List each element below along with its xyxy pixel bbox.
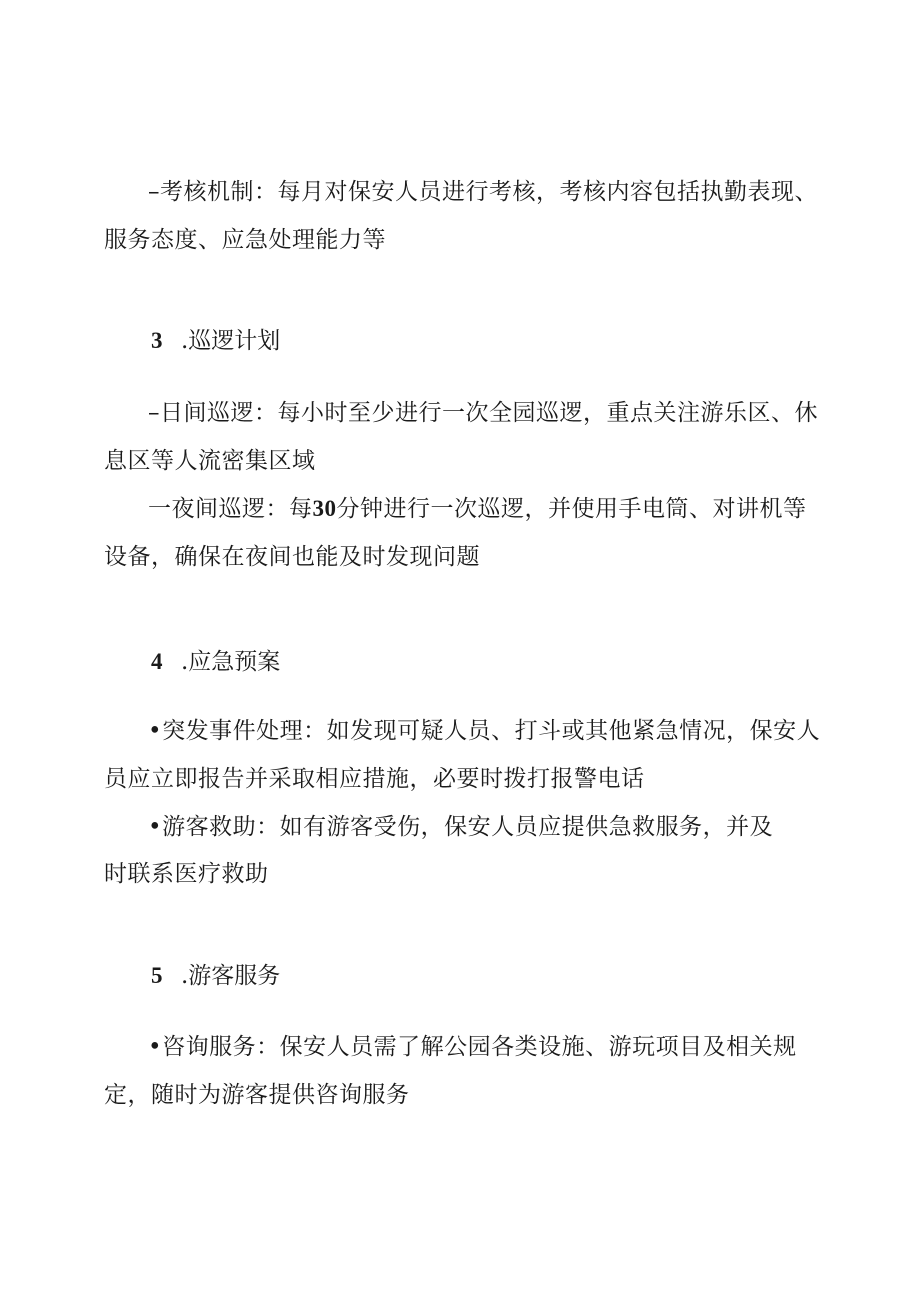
incident-line-1: •突发事件处理：如发现可疑人员、打斗或其他紧急情况，保安人 [148, 718, 821, 744]
day-patrol-line-2: 息区等人流密集区域 [104, 448, 316, 474]
section-heading-emergency [151, 647, 280, 677]
consult-line-2: 定，随时为游客提供咨询服务 [104, 1082, 410, 1108]
section-heading-service [151, 961, 280, 991]
rescue-line-2: 时联系医疗救助 [104, 861, 269, 887]
night-patrol-interval: 30 [312, 496, 337, 521]
day-patrol-line-1: –日间巡逻：每小时至少进行一次全园巡逻，重点关注游乐区、休 [148, 400, 818, 426]
assessment-line-2: 服务态度、应急处理能力等 [104, 227, 386, 253]
incident-line-2: 员应立即报告并采取相应措施，必要时拨打报警电话 [104, 766, 645, 792]
assessment-line-1: –考核机制：每月对保安人员进行考核，考核内容包括执勤表现、 [148, 179, 818, 205]
consult-line-1: •咨询服务：保安人员需了解公园各类设施、游玩项目及相关规 [148, 1034, 797, 1060]
section-number: 5 [151, 963, 163, 988]
night-patrol-line-2: 设备，确保在夜间也能及时发现问题 [104, 544, 480, 570]
night-patrol-line-1 [148, 494, 807, 524]
section-number: 3 [151, 328, 163, 353]
night-patrol-suffix: 分钟进行一次巡逻，并使用手电筒、对讲机等 [336, 496, 807, 522]
section-title: .巡逻计划 [181, 328, 281, 354]
section-heading-patrol [151, 326, 280, 356]
night-patrol-prefix: 一夜间巡逻：每 [148, 496, 313, 522]
section-title: .游客服务 [181, 963, 281, 989]
section-title: .应急预案 [181, 649, 281, 675]
section-number: 4 [151, 649, 163, 674]
rescue-line-1: •游客救助：如有游客受伤，保安人员应提供急救服务，并及 [148, 814, 774, 840]
